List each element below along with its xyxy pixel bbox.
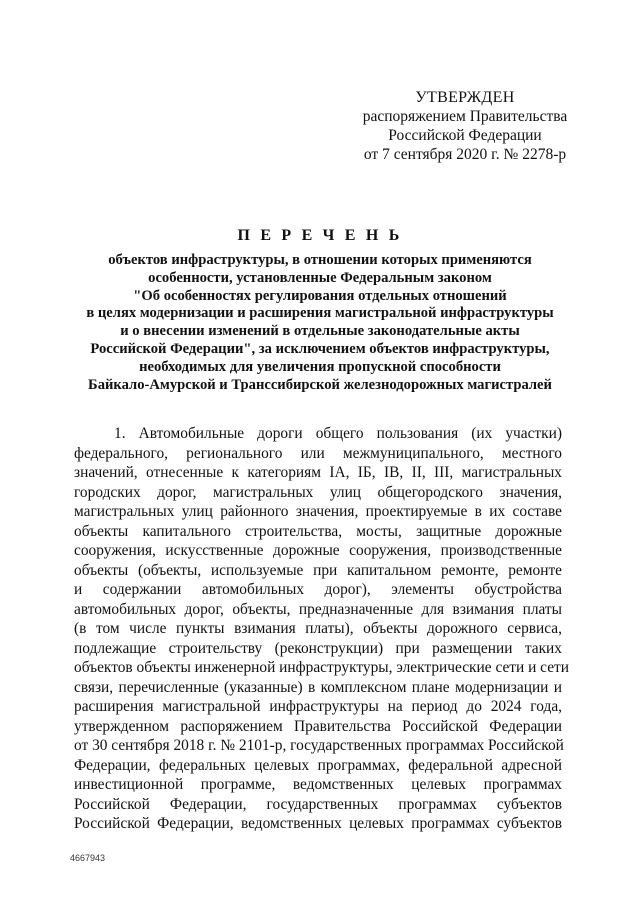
body-line: и содержании автомобильных дорог), элементы обустройства (74, 581, 562, 598)
body-line: объекты (объекты, используемые при капитальном ремонте, ремонте (74, 561, 562, 579)
body-line: городских дорог, магистральных улиц общегородского значения, (74, 483, 562, 501)
body-line: значений, отнесенные к категориям IА, IБ, IВ, II, III, магистральных (74, 464, 562, 481)
approval-line-1: распоряжением Правительства (362, 108, 568, 125)
body-line: 1. Автомобильные дороги общего пользования (их участки) (114, 425, 562, 442)
body-line: Федерации, федеральных целевых программах, федеральной адресной (74, 756, 562, 774)
document-number: 4667943 (70, 853, 106, 863)
body-line: магистральных улиц районного значения, проектируемые в их составе (74, 503, 562, 520)
body-line: подлежащие строительству (реконструкции) при размещении таких (74, 639, 562, 657)
approval-heading: УТВЕРЖДЕН (415, 89, 515, 106)
body-line: объектов объекты инженерной инфраструктуры, электрические сети и сети (74, 659, 569, 676)
body-line: от 30 сентября 2018 г. № 2101-р, государственных программах Российской (74, 737, 564, 754)
body-line: (в том числе пункты взимания платы), объекты дорожного сервиса, (74, 620, 562, 637)
subtitle-line: особенности, установленные Федеральным законом (148, 269, 492, 286)
approval-line-3: от 7 сентября 2020 г. № 2278-р (363, 146, 567, 163)
body-line: федерального, регионального или межмуниципального, местного (74, 444, 562, 462)
subtitle-line: Байкало-Амурской и Транссибирской железнодорожных магистралей (88, 376, 552, 393)
body-line: объекты капитального строительства, мосты, защитные дорожные (74, 522, 562, 540)
body-line: автомобильных дорог, объекты, предназначенные для взимания платы (74, 600, 562, 618)
subtitle-line: и о внесении изменений в отдельные законодательные акты (120, 323, 520, 340)
approval-line-2: Российской Федерации (388, 127, 542, 144)
body-paragraph (74, 424, 569, 834)
body-line: Российской Федерации, государственных программах субъектов (74, 795, 562, 813)
body-line: Российской Федерации, ведомственных целевых программах субъектов (74, 815, 562, 832)
body-line: связи, перечисленные (указанные) в комплексном плане модернизации и (74, 678, 562, 696)
subtitle-line: необходимых для увеличения пропускной способности (139, 358, 501, 375)
approval-block (345, 88, 585, 164)
body-line: инвестиционной программе, ведомственных целевых программах (74, 776, 562, 793)
document-subtitle (60, 252, 580, 394)
subtitle-line: "Об особенностях регулирования отдельных отношений (133, 287, 507, 304)
document-title: П Е Р Е Ч Е Н Ь (237, 227, 403, 244)
subtitle-line: Российской Федерации", за исключением объектов инфраструктуры, (90, 340, 550, 357)
body-line: сооружения, искусственные дорожные сооружения, производственные (74, 542, 562, 559)
subtitle-line: объектов инфраструктуры, в отношении которых применяются (108, 252, 532, 268)
body-line: утвержденном распоряжением Правительства Российской Федерации (74, 717, 562, 735)
body-line: расширения магистральной инфраструктуры на период до 2024 года, (74, 698, 562, 715)
subtitle-line: в целях модернизации и расширения магистральной инфраструктуры (86, 305, 554, 322)
